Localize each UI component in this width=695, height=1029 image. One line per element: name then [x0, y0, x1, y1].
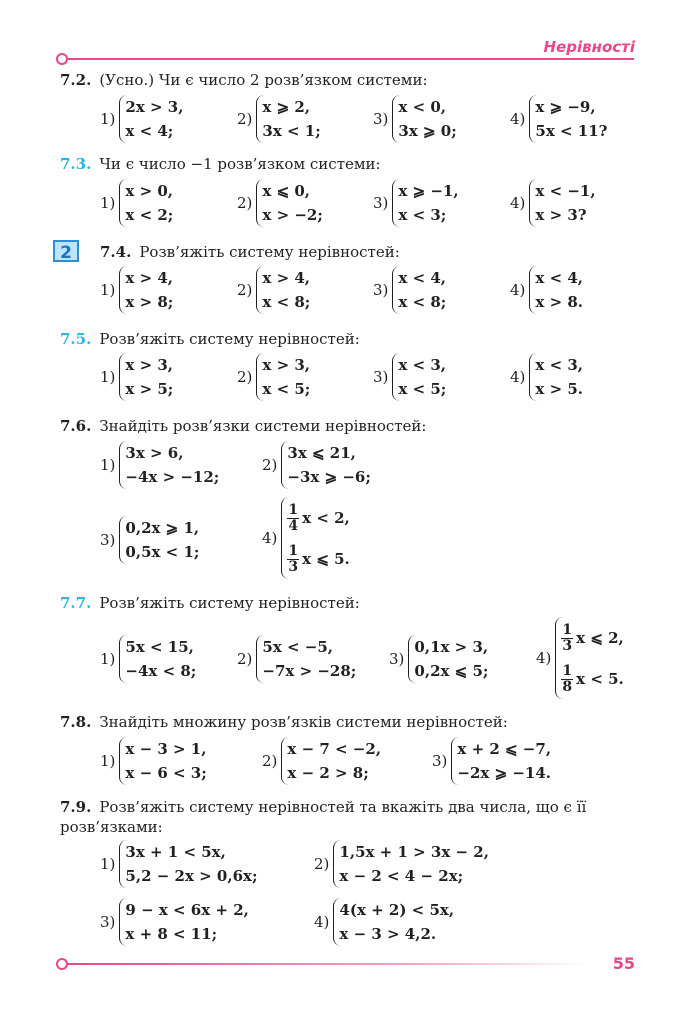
item-label: 3) — [373, 368, 389, 386]
exercise-number: 7.8. — [60, 713, 92, 731]
inequality: 5,2 − 2x > 0,6x; — [125, 867, 258, 885]
inequality: 3x ⩽ 21, — [287, 444, 356, 462]
system-item — [373, 266, 446, 314]
fraction-numerator: 1 — [288, 543, 299, 559]
footer-rule-dot — [56, 958, 68, 970]
system-brace — [119, 840, 257, 888]
system-item — [389, 635, 488, 683]
item-label: 3) — [389, 650, 405, 668]
exercise-7-6-heading — [60, 416, 645, 436]
inequality: x < 8; — [398, 293, 447, 311]
inequality-rest: x < 2, — [302, 508, 350, 527]
system-brace — [529, 266, 583, 314]
exercise-text: Розв’яжіть систему нерівностей: — [99, 330, 360, 348]
inequality: x < 4, — [535, 269, 584, 287]
inequality: x > 3? — [535, 206, 587, 224]
inequality: x < 3, — [398, 356, 447, 374]
inequality — [287, 539, 349, 579]
exercise-7-5-heading — [60, 329, 645, 349]
inequality-rest: x ⩽ 2, — [576, 628, 624, 647]
exercise-text: Чи є число −1 розв’язком системи: — [99, 155, 381, 173]
exercise-7-8-heading — [60, 712, 645, 732]
inequality: x > 3, — [262, 356, 311, 374]
item-label: 2) — [237, 650, 253, 668]
inequality: 1,5x + 1 > 3x − 2, — [339, 843, 489, 861]
exercise-7-7-heading — [60, 593, 645, 613]
inequality: 0,2x ⩽ 5; — [414, 662, 489, 680]
inequality: x ⩾ 2, — [262, 98, 311, 116]
inequality: x > 4, — [262, 269, 311, 287]
inequality: −3x ⩾ −6; — [287, 468, 371, 486]
inequality: x < −1, — [535, 182, 596, 200]
fraction-denominator: 3 — [562, 638, 573, 654]
item-label: 3) — [100, 913, 116, 931]
system-item — [100, 353, 173, 401]
inequality: x < 0, — [398, 98, 447, 116]
system-brace — [119, 95, 183, 143]
item-label: 2) — [262, 456, 278, 474]
inequality: 5x < 11? — [535, 122, 608, 140]
header-rule-dot — [56, 53, 68, 65]
inequality: x > 5. — [535, 380, 584, 398]
exercise-number: 7.6. — [60, 417, 92, 435]
system-brace — [281, 737, 381, 785]
item-label: 4) — [510, 281, 526, 299]
item-label: 1) — [100, 281, 116, 299]
system-item — [237, 179, 323, 227]
item-label: 1) — [100, 456, 116, 474]
item-label: 1) — [100, 752, 116, 770]
system-item — [237, 95, 321, 143]
system-item — [100, 95, 183, 143]
system-brace — [555, 617, 623, 699]
inequality: −4x < 8; — [125, 662, 197, 680]
system-brace — [392, 266, 446, 314]
inequality: x > 3, — [125, 356, 174, 374]
system-brace — [529, 353, 583, 401]
inequality — [561, 659, 623, 699]
system-item — [432, 737, 551, 785]
footer-rule — [66, 963, 586, 965]
inequality: 4(x + 2) < 5x, — [339, 901, 455, 919]
item-label: 2) — [262, 752, 278, 770]
system-brace — [119, 898, 248, 946]
inequality: x − 6 < 3; — [125, 764, 207, 782]
inequality: 3x + 1 < 5x, — [125, 843, 226, 861]
item-label: 1) — [100, 368, 116, 386]
system-brace — [529, 179, 595, 227]
item-label: 3) — [100, 531, 116, 549]
inequality — [561, 618, 623, 658]
system-brace — [119, 635, 196, 683]
system-brace — [256, 266, 310, 314]
inequality — [287, 498, 349, 538]
inequality: x < 4, — [398, 269, 447, 287]
system-item — [100, 266, 173, 314]
exercise-number: 7.7. — [60, 594, 92, 612]
item-label: 2) — [237, 281, 253, 299]
exercise-7-4-heading — [100, 242, 645, 262]
exercise-7-9-heading — [60, 797, 637, 837]
inequality: 0,2x ⩾ 1, — [125, 519, 200, 537]
fraction-numerator: 1 — [562, 622, 573, 638]
item-label: 4) — [536, 649, 552, 667]
item-label: 2) — [314, 855, 330, 873]
exercise-number: 7.2. — [60, 71, 92, 89]
fraction — [561, 664, 573, 695]
system-brace — [392, 95, 456, 143]
section-title: Нерівності — [543, 38, 635, 56]
inequality: 0,1x > 3, — [414, 638, 489, 656]
inequality: −4x > −12; — [125, 468, 220, 486]
page-number: 55 — [612, 954, 635, 973]
system-item — [100, 635, 196, 683]
inequality: −7x > −28; — [262, 662, 357, 680]
system-brace — [256, 353, 310, 401]
item-label: 1) — [100, 194, 116, 212]
item-label: 4) — [314, 913, 330, 931]
system-brace — [119, 179, 173, 227]
system-brace — [281, 497, 349, 579]
inequality: x > 0, — [125, 182, 174, 200]
header-rule — [66, 58, 634, 60]
inequality: x + 8 < 11; — [125, 925, 218, 943]
inequality: x > −2; — [262, 206, 323, 224]
inequality: x ⩾ −1, — [398, 182, 459, 200]
item-label: 1) — [100, 855, 116, 873]
system-brace — [119, 266, 173, 314]
inequality: x < 2; — [125, 206, 174, 224]
system-brace — [256, 95, 320, 143]
item-label: 3) — [432, 752, 448, 770]
item-label: 1) — [100, 110, 116, 128]
item-label: 4) — [510, 110, 526, 128]
item-label: 3) — [373, 281, 389, 299]
inequality: x < 3; — [398, 206, 447, 224]
system-item — [373, 179, 459, 227]
fraction-denominator: 8 — [562, 679, 573, 695]
system-brace — [119, 737, 206, 785]
inequality: x ⩾ −9, — [535, 98, 596, 116]
inequality: x < 8; — [262, 293, 311, 311]
exercise-text: Знайдіть розв’язки системи нерівностей: — [99, 417, 427, 435]
system-item — [262, 497, 350, 579]
inequality: x > 5; — [125, 380, 174, 398]
fraction — [287, 503, 299, 534]
fraction — [287, 544, 299, 575]
system-item — [314, 898, 454, 946]
system-item — [100, 516, 199, 564]
item-label: 3) — [373, 110, 389, 128]
system-item — [510, 353, 583, 401]
inequality: x > 4, — [125, 269, 174, 287]
item-label: 2) — [237, 368, 253, 386]
item-label: 4) — [262, 529, 278, 547]
fraction-denominator: 3 — [288, 559, 299, 575]
item-label: 3) — [373, 194, 389, 212]
inequality: x − 3 > 1, — [125, 740, 207, 758]
system-brace — [408, 635, 488, 683]
inequality: x > 8; — [125, 293, 174, 311]
exercise-text: Розв’яжіть систему нерівностей: — [99, 594, 360, 612]
system-brace — [333, 840, 489, 888]
system-brace — [451, 737, 551, 785]
exercise-7-3-heading — [60, 154, 645, 174]
inequality: x − 2 > 8; — [287, 764, 369, 782]
inequality: 0,5x < 1; — [125, 543, 200, 561]
inequality: 2x > 3, — [125, 98, 184, 116]
system-item — [100, 840, 257, 888]
inequality: x − 3 > 4,2. — [339, 925, 437, 943]
system-item — [510, 266, 583, 314]
inequality-rest: x < 5. — [576, 669, 624, 688]
inequality: 3x > 6, — [125, 444, 184, 462]
system-item — [510, 179, 596, 227]
system-item — [237, 266, 310, 314]
item-label: 2) — [237, 194, 253, 212]
inequality: −2x ⩾ −14. — [457, 764, 552, 782]
item-label: 1) — [100, 650, 116, 668]
system-brace — [333, 898, 454, 946]
inequality: x < 4; — [125, 122, 174, 140]
exercise-number: 7.5. — [60, 330, 92, 348]
system-item — [373, 95, 457, 143]
system-brace — [392, 353, 446, 401]
system-item — [100, 737, 207, 785]
item-label: 4) — [510, 368, 526, 386]
inequality: x − 7 < −2, — [287, 740, 382, 758]
system-brace — [256, 179, 323, 227]
system-brace — [119, 353, 173, 401]
system-item — [100, 441, 219, 489]
system-item — [100, 898, 249, 946]
fraction-numerator: 1 — [288, 502, 299, 518]
exercise-number: 7.9. — [60, 798, 92, 816]
inequality: x < 3, — [535, 356, 584, 374]
system-item — [100, 179, 173, 227]
inequality: 3x ⩾ 0; — [398, 122, 457, 140]
fraction-numerator: 1 — [562, 663, 573, 679]
inequality: x < 5; — [398, 380, 447, 398]
item-label: 2) — [237, 110, 253, 128]
system-brace — [119, 441, 219, 489]
system-item — [237, 353, 310, 401]
system-brace — [529, 95, 607, 143]
system-brace — [256, 635, 356, 683]
inequality: 5x < 15, — [125, 638, 194, 656]
inequality: 9 − x < 6x + 2, — [125, 901, 249, 919]
difficulty-level-badge: 2 — [53, 240, 79, 262]
inequality: x ⩽ 0, — [262, 182, 311, 200]
item-label: 4) — [510, 194, 526, 212]
exercise-text: Знайдіть множину розв’язків системи нерівностей: — [99, 713, 508, 731]
inequality: 5x < −5, — [262, 638, 334, 656]
exercise-text: (Усно.) Чи є число 2 розв’язком системи: — [99, 71, 428, 89]
inequality: x < 5; — [262, 380, 311, 398]
inequality-rest: x ⩽ 5. — [302, 549, 350, 568]
system-item — [373, 353, 446, 401]
exercise-number: 7.3. — [60, 155, 92, 173]
exercise-text: Розв’яжіть систему нерівностей та вкажіть два числа, що є її розв’язками: — [60, 798, 587, 836]
fraction — [561, 623, 573, 654]
system-item — [314, 840, 489, 888]
exercise-number: 7.4. — [100, 243, 132, 261]
system-item — [536, 617, 624, 699]
exercise-7-2-heading — [60, 70, 645, 90]
system-brace — [119, 516, 199, 564]
system-brace — [392, 179, 458, 227]
system-item — [510, 95, 607, 143]
inequality: 3x < 1; — [262, 122, 321, 140]
system-item — [262, 737, 381, 785]
inequality: x − 2 < 4 − 2x; — [339, 867, 464, 885]
fraction-denominator: 4 — [288, 518, 299, 534]
inequality: x + 2 ⩽ −7, — [457, 740, 552, 758]
inequality: x > 8. — [535, 293, 584, 311]
system-item — [262, 441, 371, 489]
exercise-text: Розв’яжіть систему нерівностей: — [139, 243, 400, 261]
system-item — [237, 635, 356, 683]
system-brace — [281, 441, 371, 489]
